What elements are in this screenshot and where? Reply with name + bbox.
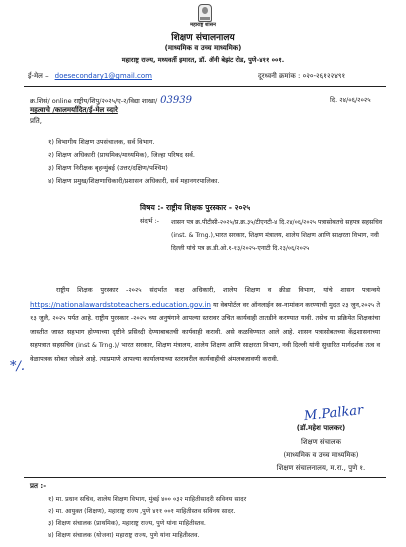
recipient-item: १) विभागीय शिक्षण उपसंचालक, सर्व विभाग. xyxy=(48,138,155,146)
phone-number: दूरध्वनी क्रमांक : ०२०-२६१२२४९१ xyxy=(258,72,346,80)
recipient-item: ३) शिक्षण निरीक्षक बृहन्मुंबई (उत्तर/दक्षिण/पश्चिम) xyxy=(48,164,168,172)
government-name: महाराष्ट्र शासन xyxy=(190,22,216,28)
reference-label: संदर्भ :- xyxy=(140,217,160,225)
body-part1: राष्ट्रीय शिक्षक पुरस्कार -२०२५ संदर्भात कक्ष अधिकारी, शालेय शिक्षण व क्रीडा विभाग, यांचे शासन पत्रान्वये xyxy=(56,286,380,294)
email-link[interactable]: doesecondary1@gmail.com xyxy=(54,72,153,80)
email-label: ई-मेल – xyxy=(28,72,49,80)
handwritten-number: 03939 xyxy=(160,95,192,106)
header-divider xyxy=(24,86,386,87)
reference-number xyxy=(30,95,192,106)
state-emblem-icon xyxy=(198,4,212,22)
footer-divider xyxy=(24,477,386,478)
body-part2: या वेबपोर्टल वर ऑनलाईन स्व-नामांकन करण्याची मुदत २३ जुन,२०२५ ते १३ जुलै, २०२५ पर्यत आहे. राष्ट्रीय पुरस्कार -२०२५ च्या अनुषंगाने आपल्या स्तरावर उचित कार्यवाही तातडीने करण्यात यावी. तसेच या प्रक्रियेत शिक्षकांचा जास्तीत जास्त सहभाग होण्याच्या दृष्टीने प्रसिध्दी देण्याबाबतची कार्यवाही करावी. असे कळविण्यात आले आहे. शासन पत्रासोबतच्या केंद्रशासनाच्या सहपत्रात सहसचिव (inst & Trng.)/ भारत सरकार, शिक्षण मंत्रालय, शालेय शिक्षण आणि साक्षरता विभाग, नवी दिल्ली यांनी सुधारित मार्गदर्शक तत्व व वेळापत्रक सोबत जोडले आहे. त्याप्रमाणे आपल्या कार्यालयाच्या स्तरावरील कार्यवाहीची अंमलबजावणी करावी. xyxy=(30,300,380,363)
reference-number-text: क्र.शिसं/ online राष्ट्रीय/शिपु/२०२५/ए-२/विद्या शाखा/ xyxy=(30,97,158,105)
department-title: शिक्षण संचालनालय xyxy=(171,33,235,43)
to-label: प्रति, xyxy=(30,117,43,125)
reference-text: शासन पत्र क्र.पीटीसी-२०२५/प्र.क्र.३५/टीएनटी-४ दि.२४/०६/२०२५ पत्रासोबतचे सहपत्र सहसचिव (inst. & Trng.),भारत सरकार, शिक्षण मंत्रालय, शालेय शिक्षण आणि साक्षरता विभाग, नवी दिल्ली यांचे पत्र क्र.डी.ओ.१-१३/२०२५-एनाटी दि.२३/०६/२०२५ xyxy=(171,219,383,252)
signature-scribble: M.Palkar xyxy=(303,402,364,425)
signatory-designation: शिक्षण संचालक xyxy=(301,438,341,446)
subject-line: विषय :- राष्ट्रीय शिक्षक पुरस्कार - २०२५ xyxy=(140,203,251,212)
letter-body xyxy=(30,284,380,367)
signatory-office: शिक्षण संचालनालय, म.रा., पुणे १. xyxy=(276,464,366,472)
distribution-note: महत्वाचे /कालमर्यादित/ई-मेल व्दारे xyxy=(30,106,118,114)
copy-item: २) मा. आयुक्त (शिक्षण), महाराष्ट्र राज्य ,पुणे ४११ ००१ माहितीस्तव सविनय सादर. xyxy=(48,508,236,515)
signatory-name: (डॉ.महेश पालकर) xyxy=(296,424,346,432)
department-subtitle: (माध्यमिक व उच्च माध्यमिक) xyxy=(164,44,242,52)
recipient-item: २) शिक्षण अधिकारी (प्राथमिक/माध्यमिक), जिल्हा परिषद सर्व. xyxy=(48,151,195,159)
office-address: महाराष्ट्र राज्य, मध्यवर्ती इमारत, डॉ. ॲनी बेझंट रोड, पुणे-४११ ००१. xyxy=(121,56,285,64)
copy-item: ३) शिक्षण संचालक (प्राथमिक), महाराष्ट्र राज्य, पुणे यांना माहितीस्तव. xyxy=(48,520,206,527)
margin-mark: */. xyxy=(10,359,26,374)
signatory-subtitle: (माध्यमिक व उच्च माध्यमिक) xyxy=(283,451,359,459)
copy-item: ४) शिक्षण संचालक (योजना) महाराष्ट्र राज्य, पुणे यांना माहितीस्तव. xyxy=(48,532,200,539)
copy-item: १) मा. प्रधान सचिव, शालेय शिक्षण विभाग, मुंबई ४०० ०३२ माहितीसादरी सविनय सादर xyxy=(48,496,247,503)
email-line xyxy=(28,72,152,81)
letter-date: दि. २४/०६/२०२५ xyxy=(330,96,371,104)
portal-link[interactable]: https://nationalawardstoteachers.education.gov.in xyxy=(30,299,211,309)
recipient-item: ४) शिक्षण प्रमुख/शिक्षणाधिकारी/प्रशासन अधिकारी, सर्व महानगरपालिका. xyxy=(48,177,220,185)
copy-label: प्रत :- xyxy=(30,482,47,490)
